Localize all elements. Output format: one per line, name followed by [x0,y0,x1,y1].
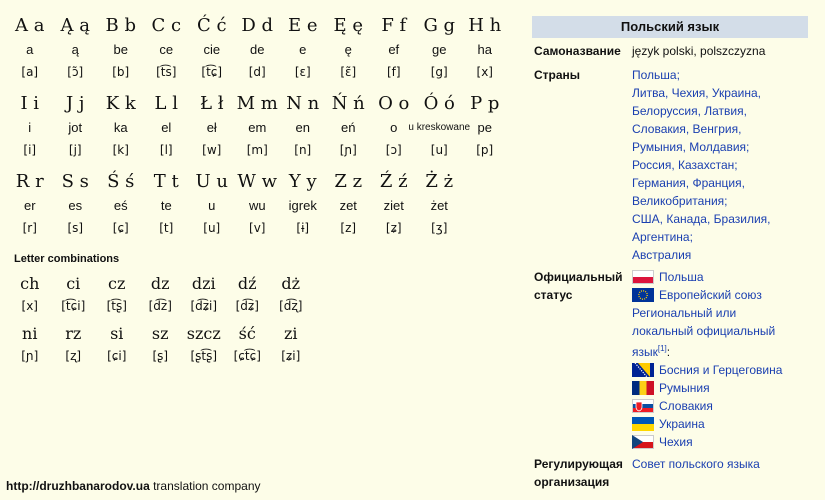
letter-ipa: [v] [249,221,266,235]
regional-text-line3 [632,340,808,361]
combination-letters: dzi [191,274,216,293]
slovakia-flag [632,399,654,413]
letter-name: el [161,120,172,135]
letter-glyphs: Ó ó [423,93,455,114]
letter-glyphs: U u [195,171,228,192]
flag-entry[interactable] [632,433,808,451]
letter-ipa: [u] [203,221,221,235]
letter-glyphs: I i [20,93,40,114]
letter-name: er [23,198,36,213]
footer-text: translation company [149,479,261,493]
country-line[interactable]: США, Канада, Бразилия, [632,212,771,226]
letter-glyphs: B b [105,15,136,36]
footer [6,479,261,493]
countries-label: Страны [534,68,581,82]
regulator-row [532,455,808,491]
regulator-label [532,455,632,491]
country-line[interactable]: Польша; [632,68,680,82]
letter-name: ce [159,42,174,57]
combination-letters: szcz [186,324,221,343]
combination-ipa: [d͡ʑi] [190,299,218,313]
combination-ipa: [d͡z] [148,299,172,313]
flag-entry[interactable] [632,361,808,379]
flag-entry-label[interactable]: Польша [659,270,704,284]
self-name-value: język polski, polszczyzna [632,44,766,58]
letter-glyphs: F f [381,15,407,36]
letter-name: pe [477,120,492,135]
letter-ipa: [ɛ̃] [340,65,357,79]
letter-ipa: [r] [22,221,37,235]
flag-entry-label[interactable]: Чехия [659,435,693,449]
letter-glyphs: L l [154,93,178,114]
combination-ipa: [ʑi] [281,349,301,363]
combination-ipa: [ɕt͡ɕ] [233,349,261,363]
letter-name: ha [477,42,492,57]
regulator-label-line1: Регулирующая [534,457,623,471]
letter-name: u kreskowane [408,122,471,133]
letter-name: żet [430,198,448,213]
letter-name: zet [339,198,357,213]
combination-letters: zi [283,324,298,343]
country-line[interactable]: Румыния, Молдавия; [632,140,750,154]
letter-ipa: [ʑ] [385,221,402,235]
combination-ipa: [d͡ʐ] [279,299,303,313]
regional-colon: : [666,345,671,359]
letter-glyphs: T t [153,171,179,192]
letter-ipa: [t͡s] [156,65,177,79]
letter-name: te [160,198,172,213]
letter-ipa: [l] [159,143,173,157]
combination-ipa: [ʂt͡ʂ] [190,349,218,363]
letter-cell [445,92,525,160]
infobox-title: Польский язык [532,16,808,38]
letter-name: em [248,120,267,135]
letter-name: ka [113,120,128,135]
letter-name: wu [248,198,266,213]
combinations-title: Letter combinations [14,253,120,265]
letter-ipa: [b] [112,65,130,79]
combination-cell [261,322,321,366]
letter-ipa: [ɲ] [339,143,357,157]
letter-glyphs: R r [15,171,44,192]
combination-letters: ść [238,324,256,343]
countries-list [632,66,808,264]
flag-entry-label[interactable]: Румыния [659,381,710,395]
combination-ipa: [t͡ʂ] [106,299,127,313]
letter-cell [399,170,479,238]
combination-ipa: [t͡ɕi] [61,299,86,313]
flag-entry[interactable] [632,286,808,304]
combination-letters: dż [281,274,301,293]
czech-flag [632,435,654,449]
combination-letters: sz [151,324,169,343]
eu-flag [632,288,654,302]
letter-name: e [299,42,307,57]
flag-entry[interactable] [632,415,808,433]
letter-ipa: [ɕ] [112,221,129,235]
country-line[interactable]: Австралия [632,248,692,262]
romania-flag [632,381,654,395]
letter-glyphs: W w [237,171,278,192]
flag-entry[interactable] [632,268,808,286]
letter-glyphs: O o [378,93,410,114]
letter-glyphs: K k [105,93,136,114]
official-status-row [532,268,808,451]
letter-cell [445,14,525,82]
letter-name: o [390,120,398,135]
letter-name: jot [68,120,83,135]
country-line[interactable]: Литва, Чехия, Украина, [632,86,761,100]
letter-ipa: [m] [246,143,268,157]
letter-glyphs: P p [470,93,500,114]
letter-glyphs: Ą ą [60,15,90,36]
letter-ipa: [w] [202,143,222,157]
letter-name: ę [344,42,352,57]
footnote-ref[interactable]: [1] [657,344,667,353]
letter-glyphs: Z z [334,171,363,192]
letter-glyphs: E e [287,15,318,36]
footer-url[interactable]: http://druzhbanarodov.ua [6,479,150,493]
letter-name: ge [432,42,447,57]
letter-name: ef [388,42,400,57]
letter-glyphs: Ś ś [107,171,135,192]
official-status-value [632,268,808,451]
combination-letters: ch [20,274,40,293]
letter-ipa: [f] [386,65,401,79]
letter-glyphs: C c [151,15,182,36]
flag-entry-label[interactable]: Словакия [659,399,713,413]
letter-name: eś [113,198,128,213]
letter-name: ziet [383,198,404,213]
letter-glyphs: Ć ć [196,15,227,36]
letter-name: de [250,42,265,57]
letter-ipa: [d] [248,65,266,79]
regional-text-line1[interactable]: Региональный или [632,306,737,320]
letter-ipa: [n] [294,143,312,157]
regulator-label-line2: организация [534,475,610,489]
letter-ipa: [ɨ] [296,221,310,235]
letter-name: u [208,198,216,213]
language-infobox [532,16,808,491]
combination-cell [261,272,321,316]
regulator-value[interactable]: Совет польского языка [632,457,760,471]
flag-entry[interactable] [632,397,808,415]
letter-name: igrek [288,198,317,213]
official-status-label-line1: Официальный [534,270,623,284]
combination-letters: rz [65,324,82,343]
letter-glyphs: M m [236,93,278,114]
flag-entry-label[interactable]: Босния и Герцеговина [659,363,783,377]
letter-glyphs: G g [423,15,456,36]
letter-name: cie [203,42,221,57]
letter-glyphs: J j [65,93,85,114]
letter-ipa: [ɔ] [385,143,402,157]
letter-name: be [113,42,128,57]
letter-name: eń [341,120,356,135]
self-name-label: Самоназвание [534,44,621,58]
country-line[interactable]: Великобритания; [632,194,728,208]
letter-ipa: [k] [112,143,129,157]
combination-letters: dz [150,274,170,293]
letter-glyphs: S s [61,171,89,192]
country-line[interactable]: Белоруссия, Латвия, [632,104,747,118]
letter-ipa: [j] [68,143,82,157]
letter-glyphs: A a [15,15,45,36]
letter-ipa: [p] [476,143,494,157]
letter-name: eł [206,120,217,135]
country-line[interactable]: Германия, Франция, [632,176,745,190]
combination-letters: ci [66,274,81,293]
regional-text-line2[interactable]: локальный официальный [632,324,776,338]
letter-glyphs: N n [286,93,320,114]
flag-entry-label[interactable]: Европейский союз [659,288,762,302]
bosnia-flag [632,363,654,377]
letter-ipa: [ʒ] [431,221,448,235]
country-line[interactable]: Словакия, Венгрия, [632,122,742,136]
letter-ipa: [s] [67,221,84,235]
letter-ipa: [x] [476,65,493,79]
letter-name: ą [71,42,79,57]
country-line[interactable]: Россия, Казахстан; [632,158,738,172]
letter-ipa: [g] [430,65,448,79]
letter-glyphs: D d [241,15,274,36]
country-line[interactable]: Аргентина; [632,230,693,244]
combination-letters: dź [237,274,257,293]
combination-ipa: [ʐ] [65,349,82,363]
letter-name: a [26,42,34,57]
letter-glyphs: H h [468,15,502,36]
letter-ipa: [a] [21,65,39,79]
poland-flag [632,270,654,284]
countries-row [532,66,808,264]
letter-name: i [28,120,32,135]
combination-ipa: [ɲ] [21,349,39,363]
letter-glyphs: Y y [288,171,317,192]
letter-ipa: [ɛ] [294,65,311,79]
combination-letters: cz [108,274,126,293]
letter-ipa: [i] [23,143,37,157]
combination-ipa: [ɕi] [107,349,127,363]
letter-ipa: [t] [159,221,174,235]
combination-ipa: [d͡ʑ] [235,299,259,313]
flag-entry-label[interactable]: Украина [659,417,705,431]
official-status-label [532,268,632,451]
combination-ipa: [x] [21,299,38,313]
combination-letters: ni [22,324,38,343]
letter-glyphs: Ź ź [379,171,408,192]
letter-ipa: [z] [340,221,357,235]
letter-glyphs: Ł ł [199,93,224,114]
letter-name: es [68,198,83,213]
letter-ipa: [ɔ̃] [67,65,84,79]
letter-glyphs: Ń ń [331,93,365,114]
official-status-label-line2: статус [534,288,573,302]
letter-ipa: [u] [430,143,448,157]
regional-text-word[interactable]: язык [632,345,658,359]
flag-entry[interactable] [632,379,808,397]
letter-glyphs: Ż ż [425,171,454,192]
ukraine-flag [632,417,654,431]
self-name-row [532,42,808,60]
combination-ipa: [ʂ] [152,349,169,363]
letter-ipa: [t͡ɕ] [201,65,223,79]
letter-glyphs: Ę ę [333,15,363,36]
letter-name: en [295,120,310,135]
combination-letters: si [110,324,124,343]
